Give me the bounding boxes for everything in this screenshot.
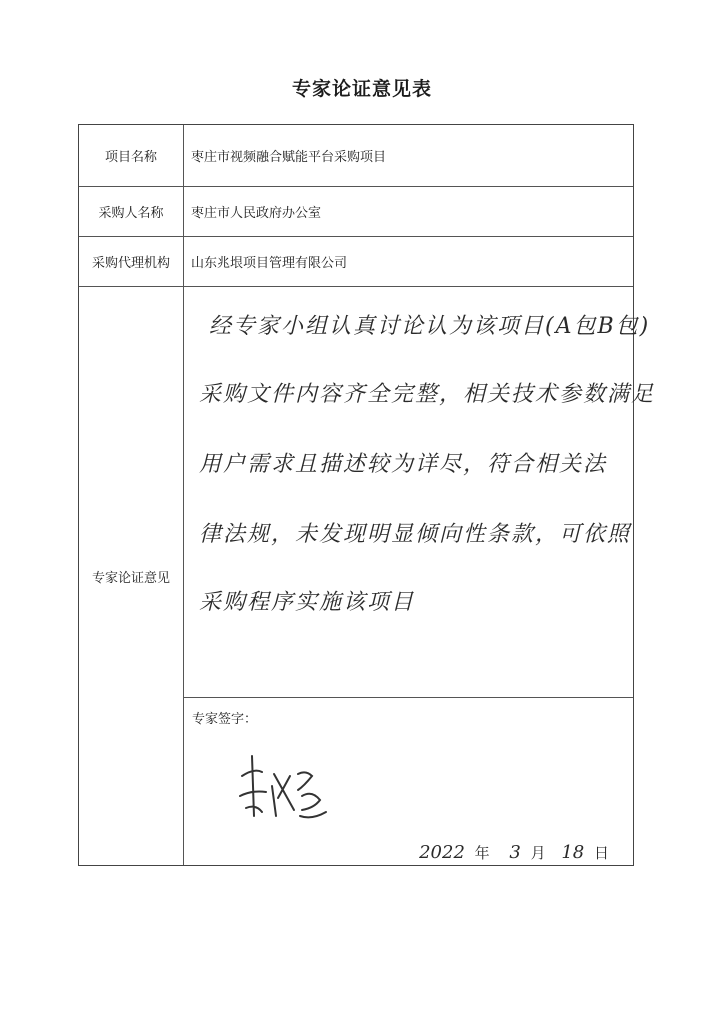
row-value: 山东兆垠项目管理有限公司 bbox=[191, 256, 348, 271]
signature-area bbox=[184, 697, 633, 865]
handwritten-opinion-line: 经专家小组认真讨论认为该项目(A包B包) bbox=[209, 314, 651, 339]
signature-date bbox=[415, 842, 609, 863]
row-label: 采购代理机构 bbox=[79, 237, 184, 286]
table-row bbox=[79, 187, 633, 237]
handwritten-opinion-line: 律法规，未发现明显倾向性条款，可依照 bbox=[199, 522, 632, 547]
handwritten-opinion-line: 采购文件内容齐全完整，相关技术参数满足 bbox=[199, 382, 656, 407]
handwritten-signature bbox=[232, 746, 352, 826]
date-day-unit: 日 bbox=[593, 844, 609, 862]
opinion-label-text: 专家论证意见 bbox=[91, 570, 170, 586]
handwritten-opinion-line: 采购程序实施该项目 bbox=[199, 590, 416, 615]
table-row bbox=[79, 237, 633, 287]
handwritten-opinion-line: 用户需求且描述较为详尽，符合相关法 bbox=[199, 452, 608, 477]
table-row bbox=[79, 125, 633, 187]
date-day: 18 bbox=[561, 842, 585, 863]
row-label: 采购人名称 bbox=[79, 187, 184, 236]
row-value: 枣庄市人民政府办公室 bbox=[191, 206, 322, 221]
date-year: 2022 bbox=[419, 842, 465, 863]
opinion-table bbox=[78, 124, 656, 866]
date-year-unit: 年 bbox=[474, 844, 490, 862]
page-title: 专家论证意见表 bbox=[291, 78, 432, 100]
date-month-unit: 月 bbox=[530, 844, 546, 862]
signature-label: 专家签字： bbox=[192, 712, 258, 727]
opinion-label bbox=[79, 287, 184, 865]
date-month: 3 bbox=[509, 842, 521, 863]
row-label: 项目名称 bbox=[79, 125, 184, 186]
row-value: 枣庄市视频融合赋能平台采购项目 bbox=[191, 150, 387, 165]
